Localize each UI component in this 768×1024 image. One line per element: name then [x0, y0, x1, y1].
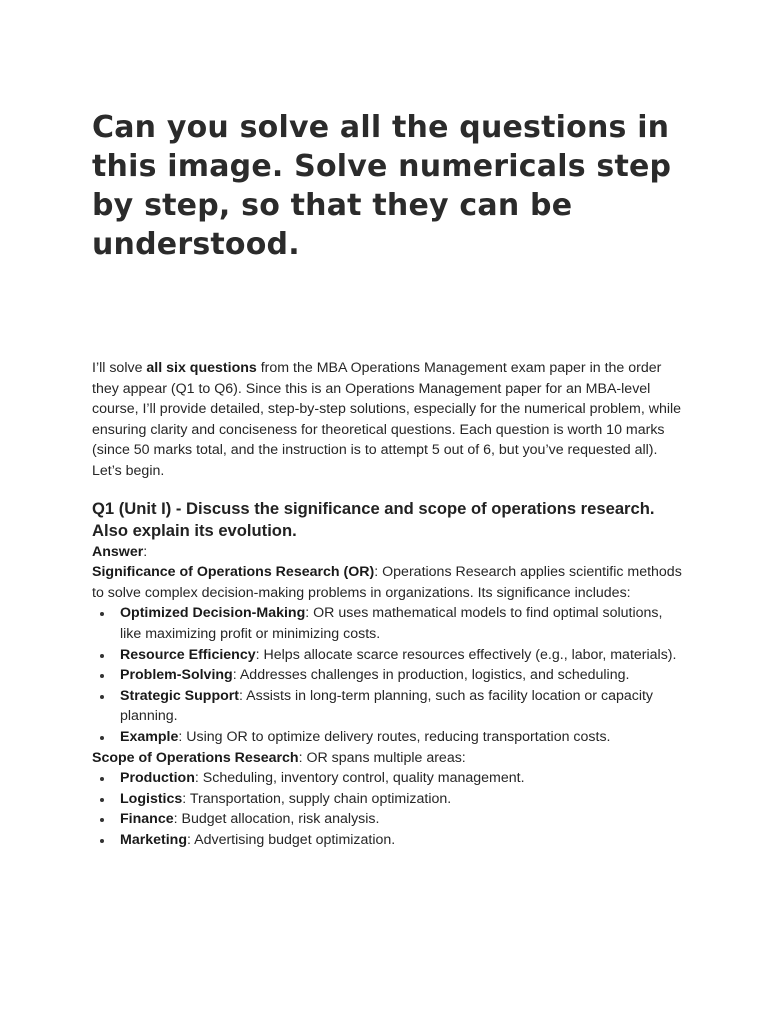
list-item-text: : Using OR to optimize delivery routes, reducing transportation costs. — [178, 728, 611, 745]
list-item-text: : Scheduling, inventory control, quality management. — [194, 770, 525, 787]
list-item-label: Marketing — [120, 831, 188, 848]
list-item-label: Problem-Solving — [120, 667, 233, 684]
bullet-icon — [100, 798, 104, 802]
list-item-label: Logistics — [120, 790, 183, 807]
significance-paragraph — [92, 562, 682, 603]
bullet-icon — [100, 839, 104, 843]
list-item — [92, 727, 682, 748]
significance-label: Significance of Operations Research (OR) — [92, 564, 375, 581]
list-item — [92, 830, 682, 851]
list-item-text: : Transportation, supply chain optimization. — [182, 790, 452, 807]
scope-paragraph — [92, 748, 682, 769]
bullet-icon — [100, 818, 104, 822]
list-item-text: : Budget allocation, risk analysis. — [173, 811, 380, 828]
list-item — [92, 809, 682, 830]
list-item — [92, 665, 682, 686]
scope-label: Scope of Operations Research — [92, 749, 299, 766]
bullet-icon — [100, 674, 104, 678]
list-item-text: : Helps allocate scarce resources effectively (e.g., labor, materials). — [255, 646, 677, 663]
intro-paragraph — [92, 358, 682, 482]
list-item — [92, 645, 682, 666]
list-item-label: Strategic Support — [120, 687, 240, 704]
significance-list — [92, 603, 682, 747]
list-item-label: Example — [120, 728, 179, 745]
intro-bold: all six questions — [146, 360, 257, 376]
list-item — [92, 789, 682, 810]
bullet-icon — [100, 654, 104, 658]
significance-text: : Operations Research applies scientific methods to solve complex decision-making problems in organizations. Its significance includes: — [92, 564, 682, 601]
bullet-icon — [100, 612, 104, 616]
bullet-icon — [100, 695, 104, 699]
document-page — [92, 108, 682, 850]
list-item-label: Optimized Decision-Making — [120, 605, 306, 622]
list-item-text: : OR uses mathematical models to find optimal solutions, like maximizing profit or minimizing costs. — [120, 605, 663, 642]
q1-heading: Q1 (Unit I) - Discuss the significance and scope of operations research. Also explain its evolution. — [92, 498, 655, 540]
list-item — [92, 603, 682, 644]
intro-suffix: from the MBA Operations Management exam paper in the order they appear (Q1 to Q6). Since this is an Operations Management paper for an MBA-level course, I’ll provide detailed, step-by-step solutions, especially for the numerical problem, while ensuring clarity and conciseness for theoretical questions. Each question is worth 10 marks (since 50 marks total, and the instruction is to attempt 5 out of 6, but you’ve requested all). Let’s begin. — [92, 360, 682, 479]
bullet-icon — [100, 736, 104, 740]
list-item-text: : Addresses challenges in production, logistics, and scheduling. — [232, 667, 630, 684]
scope-list — [92, 768, 682, 850]
answer-colon: : — [143, 543, 148, 560]
list-item-label: Production — [120, 770, 195, 787]
list-item-label: Resource Efficiency — [120, 646, 256, 663]
answer-label-line — [92, 542, 682, 563]
intro-prefix: I’ll solve — [92, 360, 147, 376]
list-item-text: : Advertising budget optimization. — [187, 831, 396, 848]
list-item — [92, 768, 682, 789]
list-item — [92, 686, 682, 727]
answer-label: Answer — [92, 543, 144, 560]
bullet-icon — [100, 777, 104, 781]
list-item-text: : Assists in long-term planning, such as facility location or capacity planning. — [120, 687, 654, 725]
scope-text: : OR spans multiple areas: — [298, 749, 466, 766]
page-title: Can you solve all the questions in this image. Solve numericals step by step, so that they can be understood. — [92, 110, 672, 262]
list-item-label: Finance — [120, 811, 174, 828]
